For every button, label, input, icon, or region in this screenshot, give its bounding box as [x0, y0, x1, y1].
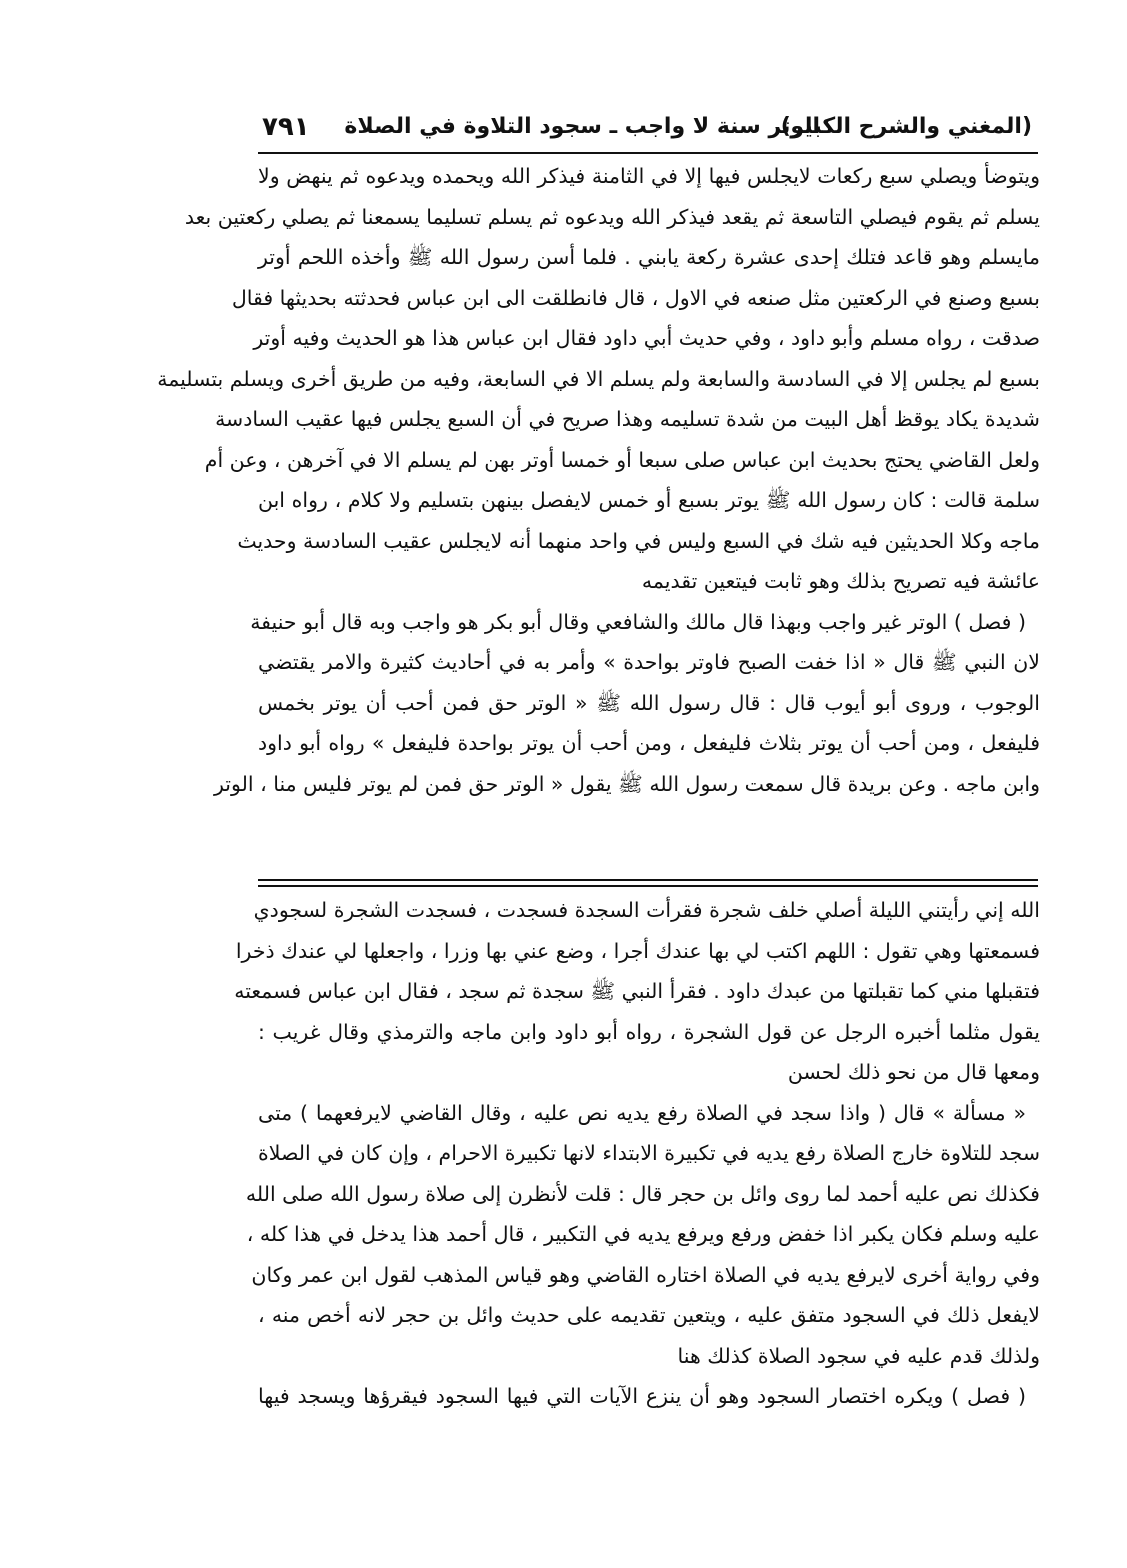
text-line: ولذلك قدم عليه في سجود الصلاة كذلك هنا — [677, 1343, 1040, 1368]
text-line: وابن ماجه . وعن بريدة قال سمعت رسول الله ﷺ يقول « الوتر حق فمن لم يوتر فليس منا ، الوتر — [214, 771, 1040, 796]
text-line: عليه وسلم فكان يكبر اذا خفض ورفع ويرفع يديه في التكبير ، قال أحمد هذا يدخل في هذا كله ، — [246, 1222, 1040, 1246]
page-number: ٧٩١ — [262, 112, 310, 142]
section-heading-line: ( فصل ) ويكره اختصار السجود وهو أن ينزع الآيات التي فيها السجود فيقرؤها ويسجد فيها — [258, 1384, 1026, 1408]
text-line: وفي رواية أخرى لايرفع يديه في الصلاة اختاره القاضي وهو قياس المذهب لقول ابن عمر وكان — [251, 1262, 1040, 1287]
lower-text — [234, 890, 1040, 1417]
text-line: مايسلم وهو قاعد فتلك إحدى عشرة ركعة يابني . فلما أسن رسول الله ﷺ وأخذه اللحم أوتر — [258, 245, 1040, 269]
text-line: الوجوب ، وروى أبو أيوب قال : قال رسول الله ﷺ « الوتر حق فمن أحب أن يوتر بخمس — [258, 690, 1040, 715]
main-text — [157, 156, 1040, 804]
text-line: بسبع وصنع في الركعتين مثل صنعه في الاول ، قال فانطلقت الى ابن عباس فحدثته بحديثها فقال — [231, 285, 1040, 310]
text-line: لان النبي ﷺ قال « اذا خفت الصبح فاوتر بواحدة » وأمر به في أحاديث كثيرة والامر يقتضي — [258, 650, 1040, 674]
text-line: يسلم ثم يقوم فيصلي التاسعة ثم يقعد فيذكر الله ويدعوه ثم يسلم تسليما يسمعنا ثم يصلي ركعتين بعد — [184, 204, 1040, 229]
running-header — [262, 108, 1032, 150]
text-line: فسمعتها وهي تقول : اللهم اكتب لي بها عندك أجرا ، وضع عني بها وزرا ، واجعلها لي عندك ذخرا — [235, 938, 1040, 963]
text-line: صدقت ، رواه مسلم وأبو داود ، وفي حديث أبي داود فقال ابن عباس هذا هو الحديث وفيه أوتر — [253, 326, 1040, 350]
header-rule — [258, 152, 1038, 154]
text-line: فليفعل ، ومن أحب أن يوتر بثلاث فليفعل ، ومن أحب أن يوتر بواحدة فليفعل » رواه أبو داود — [258, 731, 1040, 755]
book-title: (المغني والشرح الكبير) — [780, 114, 1032, 139]
text-line: يقول مثلما أخبره الرجل عن قول الشجرة ، رواه أبو داود وابن ماجه والترمذي وقال غريب : — [258, 1019, 1040, 1044]
text-line: سجد للتلاوة خارج الصلاة رفع يديه في تكبيرة الابتداء لانها تكبيرة الاحرام ، وإن كان في الصلاة — [258, 1141, 1040, 1165]
text-line: فكذلك نص عليه أحمد لما روى وائل بن حجر قال : قلت لأنظرن إلى صلاة رسول الله صلى الله — [245, 1181, 1040, 1206]
text-line: الله إني رأيتني الليلة أصلي خلف شجرة فقرأت السجدة فسجدت ، فسجدت الشجرة لسجودي — [253, 898, 1040, 922]
text-line: شديدة يكاد يوقظ أهل البيت من شدة تسليمه وهذا صريح في أن السبع يجلس فيها عقيب السادسة — [215, 407, 1040, 431]
text-line: بسبع لم يجلس إلا في السادسة والسابعة ولم يسلم الا في السابعة، وفيه من طريق أخرى ويسلم بتسليمة — [157, 366, 1040, 391]
section-heading-line: ( فصل ) الوتر غير واجب وبهذا قال مالك والشافعي وقال أبو بكر هو واجب وبه قال أبو حنيفة — [250, 609, 1026, 634]
text-line: عائشة فيه تصريح بذلك وهو ثابت فيتعين تقديمه — [641, 569, 1040, 593]
text-line: لايفعل ذلك في السجود متفق عليه ، ويتعين تقديمه على حديث وائل بن حجر لانه أخص منه ، — [258, 1303, 1040, 1327]
footnote-rule — [258, 885, 1038, 887]
text-line: فتقبلها مني كما تقبلتها من عبدك داود . فقرأ النبي ﷺ سجدة ثم سجد ، فقال ابن عباس فسمعته — [234, 979, 1040, 1003]
text-line: ولعل القاضي يحتج بحديث ابن عباس صلى سبعا أو خمسا أوتر بهن لم يسلم الا في آخرهن ، وعن أم — [204, 447, 1040, 472]
text-line: ماجه وكلا الحديثين فيه شك في السبع وليس في واحد منهما أنه لايجلس عقيب السادسة وحديث — [237, 528, 1040, 553]
text-line: ومعها قال من نحو ذلك لحسن — [787, 1060, 1040, 1084]
text-line: سلمة قالت : كان رسول الله ﷺ يوتر بسبع أو خمس لايفصل بينهن بتسليم ولا كلام ، رواه ابن — [258, 488, 1040, 512]
section-title: الوتر سنة لا واجب ـ سجود التلاوة في الصلاة — [344, 114, 820, 139]
text-line: ويتوضأ ويصلي سبع ركعات لايجلس فيها إلا في الثامنة فيذكر الله ويحمده ويدعوه ثم ينهض ولا — [258, 164, 1040, 188]
masala-heading-line: « مسألة » قال ( واذا سجد في الصلاة رفع يديه نص عليه ، وقال القاضي لايرفعهما ) متى — [258, 1100, 1026, 1125]
footnote-rule — [258, 879, 1038, 881]
